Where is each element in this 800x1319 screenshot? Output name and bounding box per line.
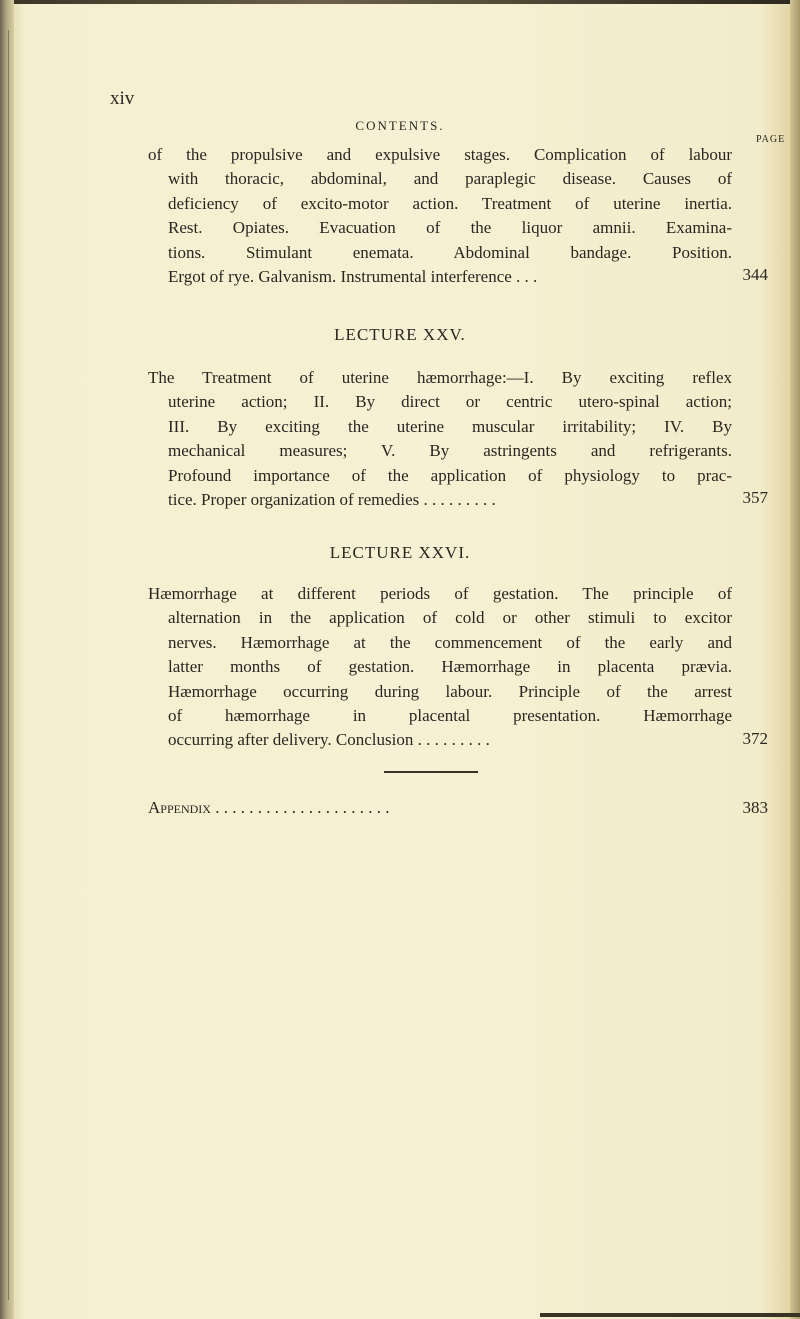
appendix-leaders: . . . . . . . . . . . . . . . . . . . . . bbox=[215, 798, 390, 817]
entry-line: of the propulsive and expulsive stages. Complication of labour bbox=[148, 145, 732, 164]
section-divider-rule bbox=[384, 771, 478, 773]
entry-line: with thoracic, abdominal, and paraplegic disease. Causes of bbox=[168, 169, 732, 189]
entry-line: latter months of gestation. Hæmorrhage in placenta prævia. bbox=[168, 657, 732, 677]
lecture-heading: LECTURE XXVI. bbox=[329, 543, 471, 562]
entry-line: mechanical measures; V. By astringents and refrigerants. bbox=[168, 441, 732, 461]
binding-spine bbox=[0, 0, 14, 1319]
lecture-heading: LECTURE XXV. bbox=[334, 325, 466, 344]
entry-line: alternation in the application of cold or other stimuli to excitor bbox=[168, 608, 732, 628]
page-right-edge bbox=[790, 0, 800, 1319]
entry-line: Rest. Opiates. Evacuation of the liquor amnii. Examina- bbox=[168, 218, 732, 238]
page-bottom-edge bbox=[540, 1313, 800, 1317]
entry-line: III. By exciting the uterine muscular irritability; IV. By bbox=[168, 416, 732, 436]
entry-page-number: 357 bbox=[742, 488, 768, 507]
entry-line: of hæmorrhage in placental presentation. Hæmorrhage bbox=[168, 706, 732, 726]
appendix-label: Appendix bbox=[148, 798, 211, 817]
entry-line: deficiency of excito-motor action. Treatment of uterine inertia. bbox=[168, 193, 732, 213]
entry-page-number: 383 bbox=[742, 798, 768, 817]
contents-entry-lecture-25 bbox=[148, 366, 732, 512]
contents-entry-lecture-26 bbox=[148, 582, 732, 753]
entry-line: tions. Stimulant enemata. Abdominal bandage. Position. bbox=[168, 242, 732, 262]
page-top-edge bbox=[0, 0, 800, 4]
entry-page-number: 372 bbox=[742, 729, 768, 748]
entry-line: Hæmorrhage at different periods of gestation. The principle of bbox=[148, 584, 732, 603]
entry-line: nerves. Hæmorrhage at the commencement of the early and bbox=[168, 632, 732, 652]
page-column-label: PAGE bbox=[756, 134, 786, 145]
page-number: xiv bbox=[110, 88, 135, 109]
binding-rule bbox=[8, 30, 9, 1300]
running-head: CONTENTS. bbox=[355, 118, 445, 133]
appendix-entry bbox=[148, 798, 389, 818]
entry-line: occurring after delivery. Conclusion . . . . . . . . . bbox=[168, 730, 490, 750]
entry-line: Ergot of rye. Galvanism. Instrumental interference . . . bbox=[168, 267, 538, 287]
contents-entry-continuation bbox=[148, 143, 732, 289]
entry-line: Profound importance of the application of physiology to prac- bbox=[168, 465, 732, 485]
entry-page-number: 344 bbox=[742, 265, 768, 284]
entry-line: The Treatment of uterine hæmorrhage:—I. By exciting reflex bbox=[148, 368, 732, 387]
entry-line: Hæmorrhage occurring during labour. Principle of the arrest bbox=[168, 681, 732, 701]
entry-line: uterine action; II. By direct or centric utero-spinal action; bbox=[168, 392, 732, 412]
entry-line: tice. Proper organization of remedies . . . . . . . . . bbox=[168, 490, 496, 510]
